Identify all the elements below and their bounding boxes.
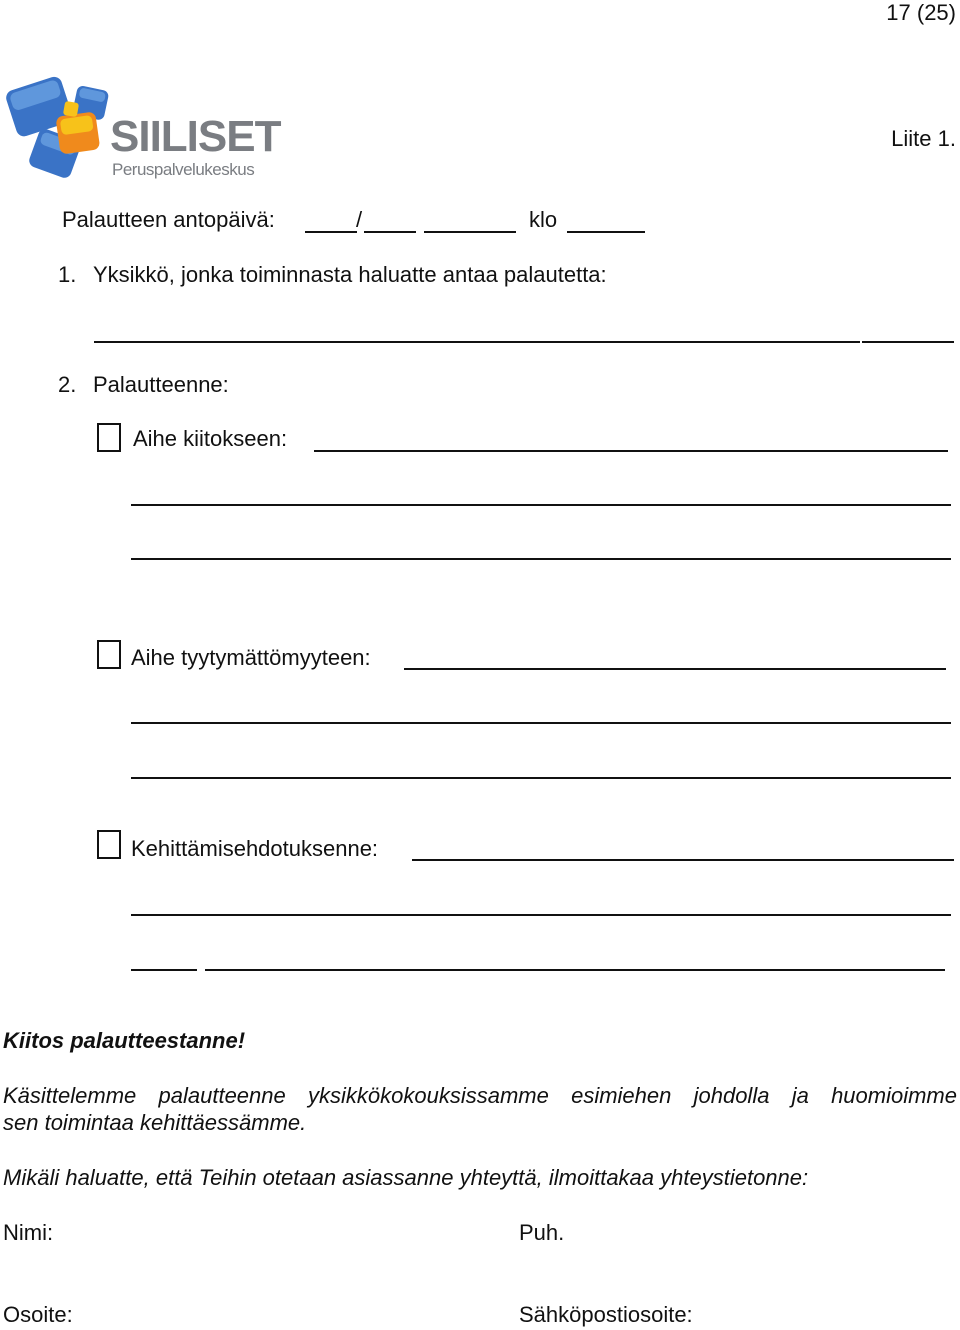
q2-text: Palautteenne:: [93, 372, 229, 397]
closing-paragraph-line-2: sen toimintaa kehittäessämme.: [3, 1110, 307, 1135]
thanks-checkbox[interactable]: [97, 423, 121, 452]
dissatisfaction-label: Aihe tyytymättömyyteen:: [131, 645, 371, 670]
date-year-blank[interactable]: [424, 231, 516, 233]
closing-paragraph-line-1: Käsittelemme palautteenne yksikkökokouksissamme esimiehen johdolla ja huomioimme: [3, 1083, 957, 1108]
page-number: 17 (25): [886, 0, 956, 25]
address-label: Osoite:: [3, 1302, 73, 1327]
q1-number: 1.: [58, 262, 77, 287]
contact-request-text: Mikäli haluatte, että Teihin otetaan asiassanne yhteyttä, ilmoittakaa yhteystietonne:: [3, 1165, 809, 1190]
dissatisfaction-line-2[interactable]: [131, 722, 951, 724]
thanks-line-1[interactable]: [314, 450, 948, 452]
dissatisfaction-checkbox[interactable]: [97, 640, 121, 669]
time-blank[interactable]: [567, 231, 645, 233]
email-label: Sähköpostiosoite:: [519, 1302, 693, 1327]
suggestions-line-2[interactable]: [131, 914, 951, 916]
date-label: Palautteen antopäivä:: [62, 207, 275, 232]
thanks-heading: Kiitos palautteestanne!: [3, 1028, 246, 1053]
suggestions-label: Kehittämisehdotuksenne:: [131, 836, 379, 861]
suggestions-line-1[interactable]: [412, 859, 954, 861]
siiliset-logo: [6, 76, 286, 186]
name-label: Nimi:: [3, 1220, 54, 1245]
time-label: klo: [529, 207, 558, 232]
thanks-line-2[interactable]: [131, 504, 951, 506]
dissatisfaction-line-1[interactable]: [404, 668, 946, 670]
date-month-blank[interactable]: [364, 231, 416, 233]
suggestions-line-3a[interactable]: [131, 969, 197, 971]
date-day-blank[interactable]: [305, 231, 357, 233]
logo-wordmark: SIILISET: [110, 112, 281, 161]
dissatisfaction-line-3[interactable]: [131, 777, 951, 779]
logo-subtitle: Peruspalvelukeskus: [112, 160, 255, 179]
attachment-label: Liite 1.: [891, 126, 956, 151]
date-separator: /: [356, 207, 363, 232]
thanks-line-3[interactable]: [131, 558, 951, 560]
q1-text: Yksikkö, jonka toiminnasta haluatte antaa palautetta:: [93, 262, 607, 287]
phone-label: Puh.: [519, 1220, 565, 1245]
thanks-label: Aihe kiitokseen:: [133, 426, 288, 451]
suggestions-line-3b[interactable]: [205, 969, 945, 971]
q1-answer-line[interactable]: [94, 341, 860, 343]
q2-number: 2.: [58, 372, 77, 397]
suggestions-checkbox[interactable]: [97, 830, 121, 859]
q1-answer-line-end[interactable]: [862, 341, 954, 343]
